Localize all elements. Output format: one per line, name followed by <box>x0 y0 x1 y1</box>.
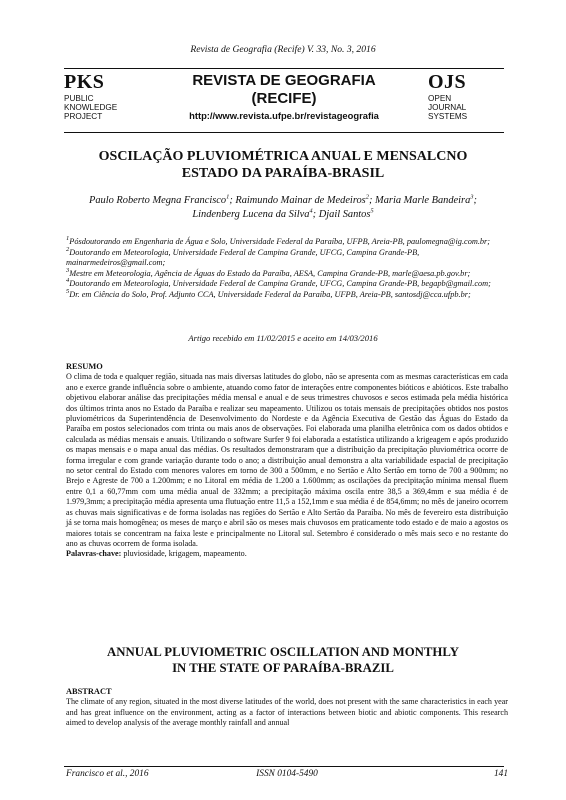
journal-masthead <box>64 70 504 132</box>
abstract-heading: ABSTRACT <box>66 687 112 696</box>
masthead-top-rule <box>64 68 504 69</box>
affiliation-item: $^5$Dr. em Ciência do Solo, Prof. Adjunto CCA, Universidade Federal da Paraíba, UFPB, Areia-PB, santosdj@cca.ufpb.br; <box>66 288 471 299</box>
resumo-heading: RESUMO <box>66 362 103 371</box>
resumo-text: O clima de toda e qualquer região, situada nas mais diversas latitudes do globo, não se apresenta com as mesmas características em cada ano e exerce grande influência sobre o ambiente, atuando como fator de interações entre componentes bióticos e abióticos. Este trabalho objetivou elaborar análise das precipitações média mensal e anual e de seus trimestres chuvosos e secos estimada pela média histórica dos últimos trinta anos no Estado da Paraíba e realizar seu mapeamento. Utilizou os totais mensais de precipitações obtidos nos postos pluviométricos da Superintendência de Desenvolvimento do Nordeste e da Agência Executiva de Gestão das Águas do Estado da Paraíba em postos selecionados com trinta ou mais anos de observações. Foi elaborada uma planilha eletrônica com os dados obtidos e calculada as médias mensais e anuais. Utilizando o software Surfer 9 foi elaborada a estatística utilizando a krigeagem e após produzido os mapas mensais e o mapa anual das médias. Os resultados demonstraram que a distribuição da precipitação pluviométrica ocorre de forma irregular e com grande variação durante todo o ano; a distribuição anual demonstra a alta variabilidade espacial de precipitação no setor central do Estado com menores valores em torno de 300 a 500mm, e no Sertão e Alto Sertão em torno de 700 a 900mm; no Brejo e Agreste de 700 a 1.200mm; e no Litoral em média de 1.200 a 1.600mm; as oscilações da precipitação mínima mensal fluem entre 0,1 a 60,77mm com uma média anual de 332mm; a precipitação máxima oscila entre 38,5 a 369,4mm e sua média é de 1.979,3mm; a precipitação média apresenta uma flutuação entre 11,5 a 152,1mm e sua média é de 854,6mm; no mês de janeiro ocorrem as chuvas mais significativas e de forma isoladas nas regiões do Sertão e Alto Sertão da Paraíba. No mês de fevereiro esta distribuição já se torna mais homogênea; os meses de março e abril são os meses mais chuvosos em praticamente todo estado e de maio a agostos os maiores totais se concentram na faixa leste e principalmente no Litoral sul. Setembro é considerado o mês mais seco e no restante do ano as chuvas ocorrem de forma isolada. <box>66 372 508 548</box>
footer-issn: ISSN 0104-5490 <box>256 769 318 779</box>
ojs-logo-lines: OPEN JOURNAL SYSTEMS <box>428 94 468 122</box>
author-name: Maria Marle Bandeira <box>375 195 471 206</box>
journal-title: REVISTA DE GEOGRAFIA <box>192 72 376 89</box>
footer-citation: Francisco et al., 2016 <box>66 769 149 779</box>
masthead-bottom-rule <box>64 132 504 133</box>
pks-logo-text: PKS <box>64 71 105 93</box>
keywords-label: Palavras-chave: <box>66 549 122 559</box>
page-number: 141 <box>493 769 508 779</box>
footer-rule <box>64 766 504 767</box>
affiliations <box>66 237 506 301</box>
keywords-values: pluviosidade, krigagem, mapeamento. <box>121 549 247 559</box>
resumo-section <box>66 362 508 560</box>
journal-title-city: (RECIFE) <box>251 90 317 107</box>
author-list: Paulo Roberto Megna Francisco$^1$; Raimundo Mainar de Medeiros$^2$; Maria Marle Bandeira$^3$; Lindenberg Lucena da Silva$^4$; Djail Santos$^5$ <box>88 193 478 220</box>
pks-logo <box>64 72 144 122</box>
author-name: Djail Santos <box>318 209 371 220</box>
journal-url[interactable]: http://www.revista.ufpe.br/revistageografia <box>189 110 379 121</box>
journal-reference: Revista de Geografia (Recife) V. 33, No. 3, 2016 <box>190 44 376 55</box>
abstract-text: The climate of any region, situated in the most diverse latitudes of the world, does not present with the same characteristics in each year and has great influence on the environment, acting as a factor of interactions between biotic and abiotic components. This research aimed to develop analysis of the average monthly rainfall and annual <box>66 697 508 728</box>
article-title: OSCILAÇÃO PLUVIOMÉTRICA ANUAL E MENSALCNO ESTADO DA PARAÍBA-BRASIL <box>98 149 468 181</box>
author-name: Paulo Roberto Megna Francisco <box>88 195 227 206</box>
abstract-section <box>66 687 508 729</box>
affiliation-item: $^1$Pósdoutorando em Engenharia de Água e Solo, Universidade Federal da Paraíba, UFPB, Areia-PB, paulomegna@ig.com.br; <box>66 235 491 246</box>
affiliation-item: $^3$Mestre em Meteorologia, Agência de Águas do Estado da Paraíba, AESA, Campina Grande-PB, marle@aesa.pb.gov.br; <box>66 267 471 278</box>
affiliation-item: $^2$Doutorando em Meteorologia, Universidade Federal de Campina Grande, UFCG, Campina Grande-PB, mainarmedeiros@gmail.com; <box>66 245 420 268</box>
keywords <box>66 549 508 559</box>
author-name: Lindenberg Lucena da Silva <box>192 209 310 220</box>
journal-title-block <box>146 72 422 122</box>
ojs-logo-text: OJS <box>428 71 467 93</box>
author-name: Raimundo Mainar de Medeiros <box>235 195 366 206</box>
pks-logo-lines: PUBLIC KNOWLEDGE PROJECT <box>64 94 118 122</box>
affiliation-item: $^4$Doutorando em Meteorologia, Universidade Federal de Campina Grande, UFCG, Campina Grande-PB, begapb@gmail.com; <box>66 277 491 289</box>
ojs-logo <box>428 72 504 122</box>
english-title: ANNUAL PLUVIOMETRIC OSCILLATION AND MONTHLY IN THE STATE OF PARAÍBA-BRAZIL <box>107 645 459 675</box>
received-accepted-dates: Artigo recebido em 11/02/2015 e aceito em 14/03/2016 <box>188 333 378 343</box>
